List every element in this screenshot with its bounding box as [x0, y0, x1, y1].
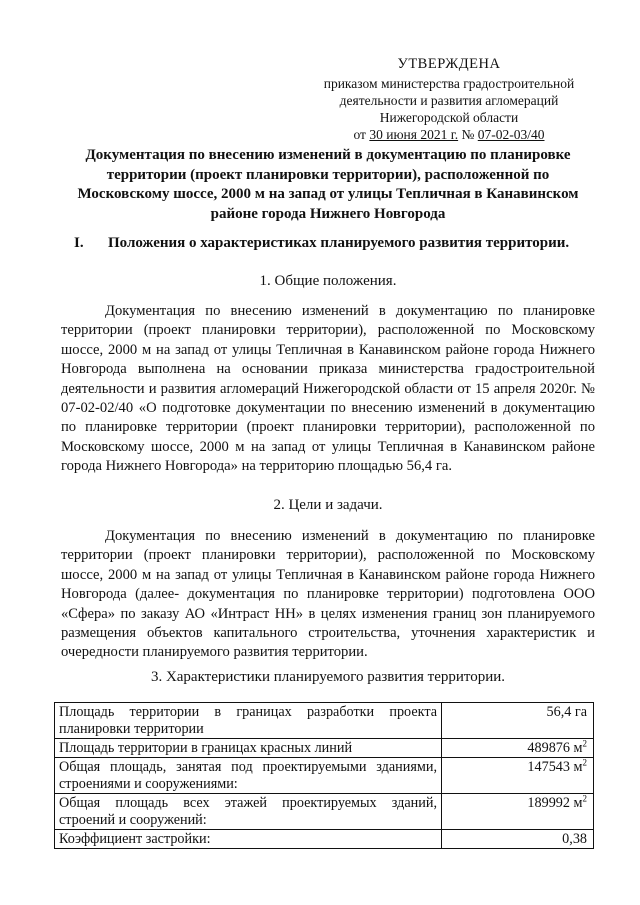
- value-sup: 2: [582, 738, 587, 749]
- order-number: 07-02-03/40: [477, 127, 545, 142]
- subsection-heading-2: 2. Цели и задачи.: [273, 497, 383, 513]
- approval-block: [318, 56, 580, 143]
- approval-line-2: деятельности и развития агломераций: [339, 93, 559, 108]
- value-sup: 2: [582, 793, 587, 804]
- approval-stamp: УТВЕРЖДЕНА: [397, 56, 501, 72]
- table-row: [55, 758, 594, 794]
- table-row: [55, 794, 594, 830]
- table-cell-label: Общая площадь всех этажей проектируемых зданий, строений и сооружений:: [55, 794, 442, 830]
- value-text: 189992 м: [527, 795, 583, 811]
- table-cell-label: Коэффициент застройки:: [55, 830, 442, 849]
- table-cell-value: [442, 794, 594, 830]
- subsection-heading-3: 3. Характеристики планируемого развития территории.: [150, 669, 506, 685]
- subsection-heading-1: 1. Общие положения.: [259, 273, 397, 289]
- table-cell-value: [442, 758, 594, 794]
- table-row: [55, 830, 594, 849]
- value-text: 147543 м: [527, 759, 583, 775]
- approval-line-1: приказом министерства градостроительной: [323, 76, 575, 91]
- subsection-text-2: Документация по внесению изменений в документацию по планировке территории (проект планировки территории), расположенной по Московскому шоссе, 2000 м на запад от улицы Тепличная в Канавинском районе города Нижнего Новгорода (далее- документация по планировке территории) подготовлена ООО «Сфера» по заказу АО «Интраст НН» в целях изменения границ зон планируемого размещения объектов капитального строительства, уточнения характеристик и очередности планируемого развития территории.: [61, 528, 595, 661]
- value-text: 489876 м: [527, 740, 583, 756]
- order-prefix: от: [353, 127, 366, 142]
- section-number: I.: [74, 235, 84, 251]
- section-heading: [74, 234, 594, 253]
- table-cell-label: Площадь территории в границах разработки проекта планировки территории: [55, 703, 442, 739]
- section-title: Положения о характеристиках планируемого развития территории.: [108, 235, 570, 251]
- approval-line-3: Нижегородской области: [379, 110, 519, 125]
- table-cell-value: [442, 703, 594, 739]
- table-cell-value: [442, 830, 594, 849]
- characteristics-table: [54, 702, 594, 849]
- order-no-label: №: [461, 127, 475, 142]
- order-date: 30 июня 2021 г.: [369, 127, 459, 142]
- subsection-text-1: Документация по внесению изменений в документацию по планировке территории (проект планировки территории), расположенной по Московскому шоссе, 2000 м на запад от улицы Тепличная в Канавинском районе города Нижнего Новгорода выполнена на основании приказа министерства градостроительной деятельности и развития агломераций Нижегородской области от 15 апреля 2020г. № 07-02-02/40 «О подготовке документации по внесению изменений в документацию по планировке территории (проект планировки территории), расположенной по Московскому шоссе, 2000 м на запад от улицы Тепличная в Канавинском районе города Нижнего Новгорода» на территорию площадью 56,4 га.: [61, 303, 595, 475]
- order-line: [318, 126, 580, 143]
- value-text: 56,4 га: [546, 704, 587, 720]
- document-title: Документация по внесению изменений в документацию по планировке территории (проект планировки территории), расположенной по Московскому шоссе, 2000 м на запад от улицы Тепличная в Канавинском районе города Нижнего Новгорода: [77, 147, 579, 222]
- table-cell-label: Площадь территории в границах красных линий: [55, 739, 442, 758]
- table-cell-label: Общая площадь, занятая под проектируемыми зданиями, строениями и сооружениями:: [55, 758, 442, 794]
- value-text: 0,38: [562, 831, 587, 847]
- value-sup: 2: [582, 757, 587, 768]
- table-row: [55, 739, 594, 758]
- table-cell-value: [442, 739, 594, 758]
- table-row: [55, 703, 594, 739]
